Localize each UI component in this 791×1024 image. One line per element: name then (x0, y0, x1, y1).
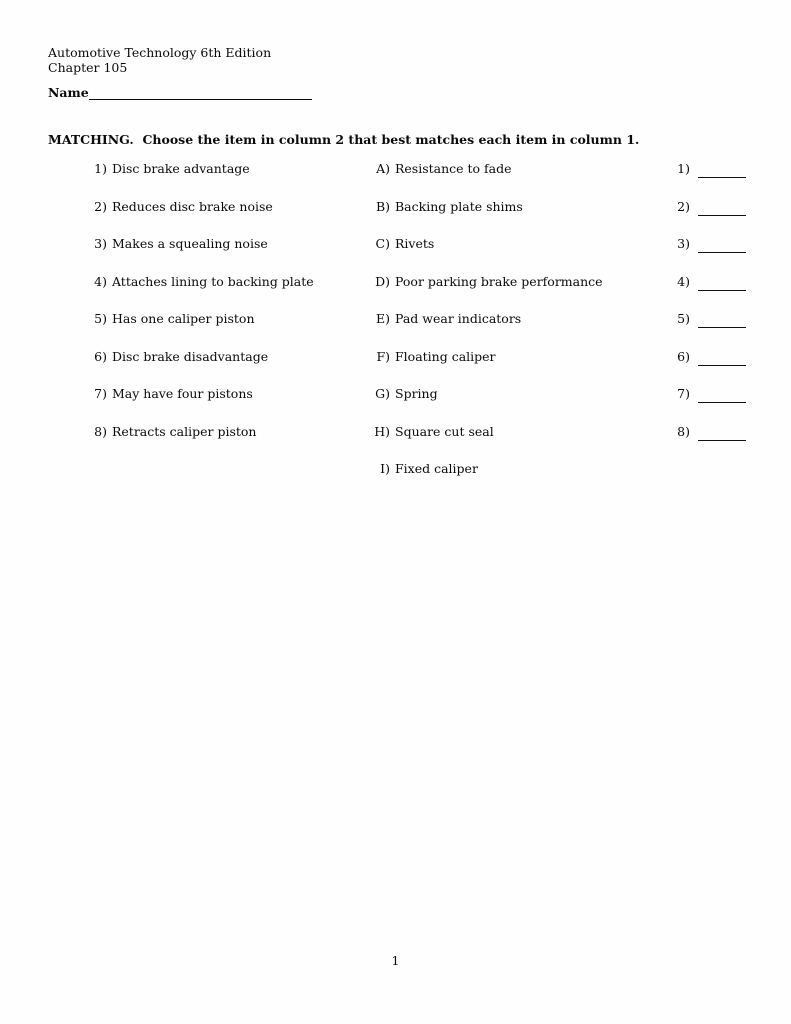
item-letter: F) (376, 348, 390, 364)
book-title: Automotive Technology 6th Edition (48, 45, 272, 60)
column2-item (330, 236, 434, 251)
answer-slot (628, 274, 746, 291)
answer-number: 2) (677, 198, 690, 214)
item-number: 3) (94, 236, 107, 251)
item-letter: G) (375, 386, 390, 401)
answer-number: 8) (677, 423, 690, 439)
answer-blank-line (698, 386, 746, 403)
answer-number: 4) (677, 273, 690, 289)
matching-row (48, 349, 758, 387)
item-text: Fixed caliper (395, 461, 478, 476)
column2-item (330, 461, 478, 476)
answer-number: 6) (677, 348, 690, 364)
item-letter: A) (376, 161, 390, 176)
matching-instructions: MATCHING. Choose the item in column 2 that best matches each item in column 1. (48, 132, 640, 147)
item-text: Attaches lining to backing plate (112, 273, 314, 289)
answer-slot (628, 386, 746, 403)
item-letter: B) (375, 198, 390, 214)
column1-item (48, 311, 255, 326)
matching-row (48, 161, 758, 199)
answer-blank-line (698, 424, 746, 441)
item-letter: H) (374, 423, 390, 439)
answer-number: 7) (677, 386, 690, 401)
item-letter: C) (375, 236, 390, 251)
answer-blank-line (698, 311, 746, 328)
name-blank-line (89, 85, 312, 100)
column1-item (48, 161, 250, 176)
matching-row (48, 236, 758, 274)
item-text: Rivets (395, 236, 435, 251)
column2-item (330, 274, 603, 289)
item-number: 8) (94, 423, 107, 439)
matching-row (48, 424, 758, 462)
answer-number: 3) (677, 236, 690, 251)
page-number: 1 (391, 953, 400, 968)
matching-row (48, 461, 758, 499)
answer-blank-line (698, 274, 746, 291)
name-label: Name (48, 85, 89, 100)
item-text: May have four pistons (112, 386, 253, 401)
item-text: Pad wear indicators (395, 311, 522, 326)
item-number: 5) (94, 311, 107, 326)
item-text: Resistance to fade (395, 161, 512, 176)
item-number: 7) (94, 386, 107, 401)
item-text: Poor parking brake performance (395, 273, 603, 289)
column1-item (48, 424, 256, 439)
item-letter: I) (380, 461, 390, 476)
item-text: Square cut seal (395, 423, 494, 439)
name-row (48, 85, 312, 100)
item-letter: D) (375, 273, 390, 289)
column1-item (48, 386, 253, 401)
item-text: Has one caliper piston (112, 311, 255, 326)
answer-slot (628, 311, 746, 328)
item-text: Retracts caliper piston (112, 423, 257, 439)
column1-item (48, 199, 273, 214)
item-text: Floating caliper (395, 348, 496, 364)
item-text: Backing plate shims (395, 198, 523, 214)
column2-item (330, 424, 494, 439)
chapter-label: Chapter 105 (48, 59, 128, 75)
column2-item (330, 349, 496, 364)
matching-row (48, 386, 758, 424)
answer-blank-line (698, 349, 746, 366)
matching-rows (48, 161, 758, 499)
answer-slot (628, 161, 746, 178)
item-number: 2) (94, 198, 107, 214)
answer-number: 1) (677, 161, 690, 176)
answer-slot (628, 236, 746, 253)
matching-row (48, 199, 758, 237)
column1-item (48, 349, 268, 364)
answer-slot (628, 199, 746, 216)
item-text: Spring (395, 386, 438, 401)
answer-number: 5) (677, 311, 690, 326)
item-number: 6) (94, 348, 107, 364)
column2-item (330, 311, 521, 326)
answer-blank-line (698, 161, 746, 178)
column2-item (330, 161, 512, 176)
item-text: Disc brake advantage (112, 161, 250, 176)
item-text: Disc brake disadvantage (112, 348, 269, 364)
column2-item (330, 199, 523, 214)
matching-row (48, 311, 758, 349)
item-number: 1) (94, 161, 107, 176)
column1-item (48, 274, 314, 289)
item-text: Makes a squealing noise (112, 236, 268, 251)
column1-item (48, 236, 268, 251)
answer-blank-line (698, 236, 746, 253)
item-text: Reduces disc brake noise (112, 198, 273, 214)
matching-row (48, 274, 758, 312)
column2-item (330, 386, 438, 401)
item-letter: E) (375, 311, 390, 326)
answer-slot (628, 349, 746, 366)
answer-slot (628, 424, 746, 441)
item-number: 4) (94, 273, 107, 289)
answer-blank-line (698, 199, 746, 216)
document-header (48, 46, 271, 75)
